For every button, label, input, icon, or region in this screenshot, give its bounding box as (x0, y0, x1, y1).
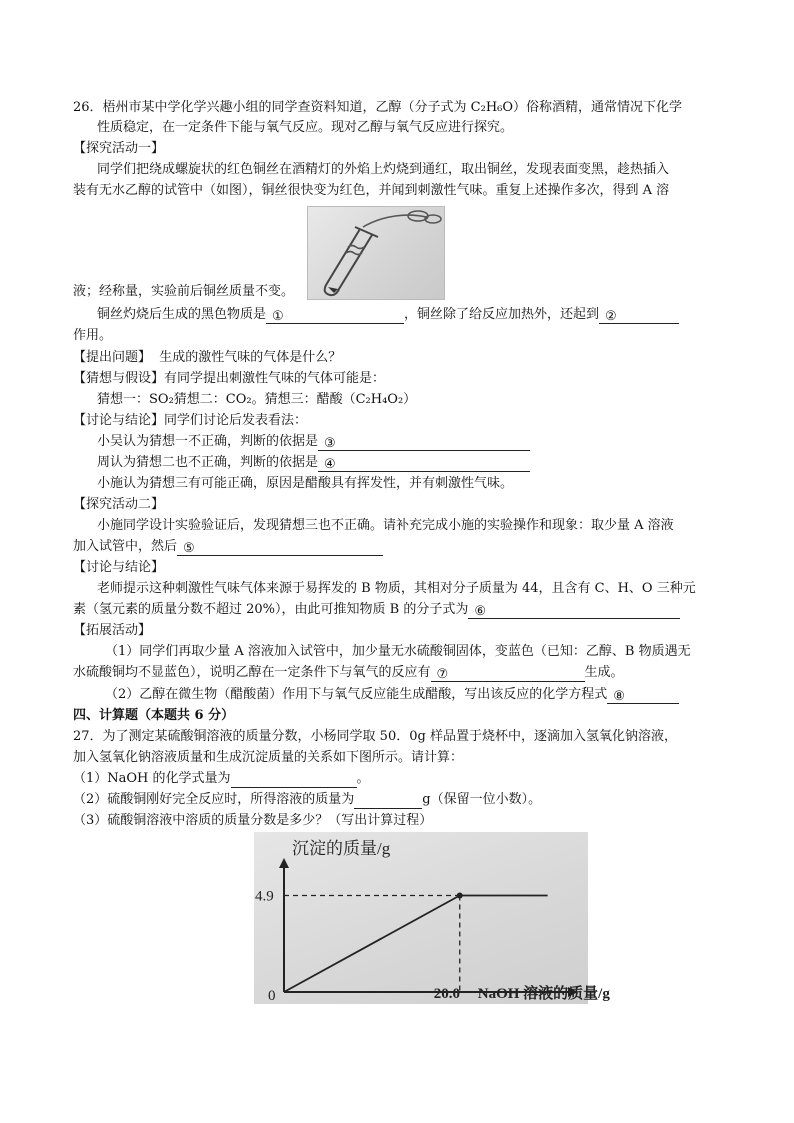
activity2-heading: 【探究活动二】 (73, 497, 165, 512)
shi-opinion: 小施认为猜想三有可能正确，原因是醋酸具有挥发性，并有刺激性气味。 (97, 476, 514, 491)
extension-1-text-1: （1）同学们再取少量 A 溶液加入试管中，加少量无水硫酸铜固体，变蓝色（已知：乙醇、B 物质遇无 (105, 644, 691, 659)
role-suffix: 作用。 (73, 328, 113, 343)
q26-intro-line2: 性质稳定，在一定条件下能与氧气反应。现对乙醇与氧气反应进行探究。 (97, 120, 514, 135)
q27-sub-1: （1）NaOH 的化学式量为 。 (73, 771, 370, 786)
wu-opinion: 小吴认为猜想一不正确，判断的依据是 ③ (97, 433, 530, 451)
q27-sub-3: （3）硫酸铜溶液中溶质的质量分数是多少？（写出计算过程） (73, 813, 433, 828)
zhou-opinion: 周认为猜想二也不正确，判断的依据是 ④ (97, 454, 530, 472)
teacher-text-1: 老师提示这种刺激性气味气体来源于易挥发的 B 物质，其相对分子质量为 44，且含有 C、H、O 三种元 (97, 581, 696, 596)
answer-blank-8[interactable]: ⑧ (607, 688, 679, 704)
answer-blank-q27-2[interactable] (354, 793, 422, 809)
activity2-text-2: 加入试管中，然后 ⑤ (73, 538, 383, 556)
answer-blank-7[interactable]: ⑦ (431, 666, 585, 682)
y-axis-arrow (279, 858, 289, 868)
hypothesis-heading: 【猜想与假设】 (73, 371, 165, 386)
q26-intro-line1: 26．梧州市某中学化学兴趣小组的同学查资料知道，乙醇（分子式为 C₂H₆O）俗称酒精，通常情况下化学 (73, 100, 683, 115)
activity1-heading: 【探究活动一】 (73, 141, 165, 156)
discussion-heading: 【讨论与结论】 (73, 413, 165, 428)
precipitate-line (284, 896, 548, 992)
question-line: 【提出问题】 生成的激性气味的气体是什么？ (73, 350, 342, 365)
extension-2-text: （2）乙醇在微生物（醋酸菌）作用下与氧气反应能生成醋酸，写出该反应的化学方程式 ⑧ (105, 686, 679, 704)
activity1-text-3: 液；经称量，实验前后铜丝质量不变。 (73, 284, 295, 299)
extension-1-text-2: 水硫酸铜均不显蓝色），说明乙醇在一定条件下与氧气的反应有 ⑦ 生成。 (73, 665, 624, 682)
x-tick-label: 20.0 (433, 986, 461, 1002)
x-axis-title: NaOH 溶液的质量/g (477, 986, 610, 1002)
answer-blank-1[interactable]: ① (266, 308, 404, 324)
answer-blank-2[interactable]: ② (599, 308, 679, 324)
discussion-line: 【讨论与结论】同学们讨论后发表看法： (73, 413, 308, 428)
hypothesis-line: 【猜想与假设】有同学提出刺激性气味的气体可能是： (73, 371, 386, 386)
y-tick-label: 4.9 (255, 888, 274, 905)
activity1-text-2: 装有无水乙醇的试管中（如图），铜丝很快变为红色，并闻到刺激性气味。重复上述操作多次，得到 A 溶 (73, 183, 670, 198)
answer-blank-3[interactable]: ③ (318, 435, 530, 451)
origin-label: 0 (268, 988, 276, 1004)
test-tube-icon (308, 207, 444, 299)
answer-blank-q27-1[interactable] (231, 772, 357, 788)
extension-heading: 【拓展活动】 (73, 623, 152, 638)
section4-heading: 四、计算题（本题共 6 分） (73, 708, 235, 723)
q27-text-2: 加入氢氧化钠溶液质量和生成沉淀质量的关系如下图所示。请计算： (73, 750, 464, 765)
discussion2-heading: 【讨论与结论】 (73, 560, 165, 575)
hypotheses-list: 猜想一：SO₂猜想二：CO₂。猜想三：醋酸（C₂H₄O₂） (97, 392, 417, 407)
activity1-text-1: 同学们把绕成螺旋状的红色铜丝在酒精灯的外焰上灼烧到通红，取出铜丝，发现表面变黑，趁热插入 (97, 162, 670, 177)
question-heading: 【提出问题】 (73, 350, 152, 365)
saturation-point (457, 893, 463, 899)
q27-sub-2: （2）硫酸铜刚好完全反应时，所得溶液的质量为 g（保留一位小数）。 (73, 792, 542, 807)
answer-blank-5[interactable]: ⑤ (177, 540, 383, 556)
activity2-text-1: 小施同学设计实验验证后，发现猜想三也不正确。请补充完成小施的实验操作和现象：取少量 A 溶液 (97, 518, 674, 533)
precipitate-chart (254, 832, 610, 1004)
teacher-text-2: 素（氢元素的质量分数不超过 20%），由此可推知物质 B 的分子式为 ⑥ (73, 601, 680, 619)
black-substance-question: 铜丝灼烧后生成的黑色物质是 ① ，铜丝除了给反应加热外，还起到 ② (97, 306, 679, 324)
y-axis-title: 沉淀的质量/g (292, 839, 391, 858)
copper-wire-test-tube-photo (307, 206, 445, 300)
precipitate-chart-svg (254, 832, 610, 1004)
answer-blank-4[interactable]: ④ (318, 456, 530, 472)
q27-text-1: 27．为了测定某硫酸铜溶液的质量分数，小杨同学取 50．0g 样品置于烧杯中，逐滴加入氢氧化钠溶液， (73, 729, 677, 744)
answer-blank-6[interactable]: ⑥ (468, 603, 680, 619)
